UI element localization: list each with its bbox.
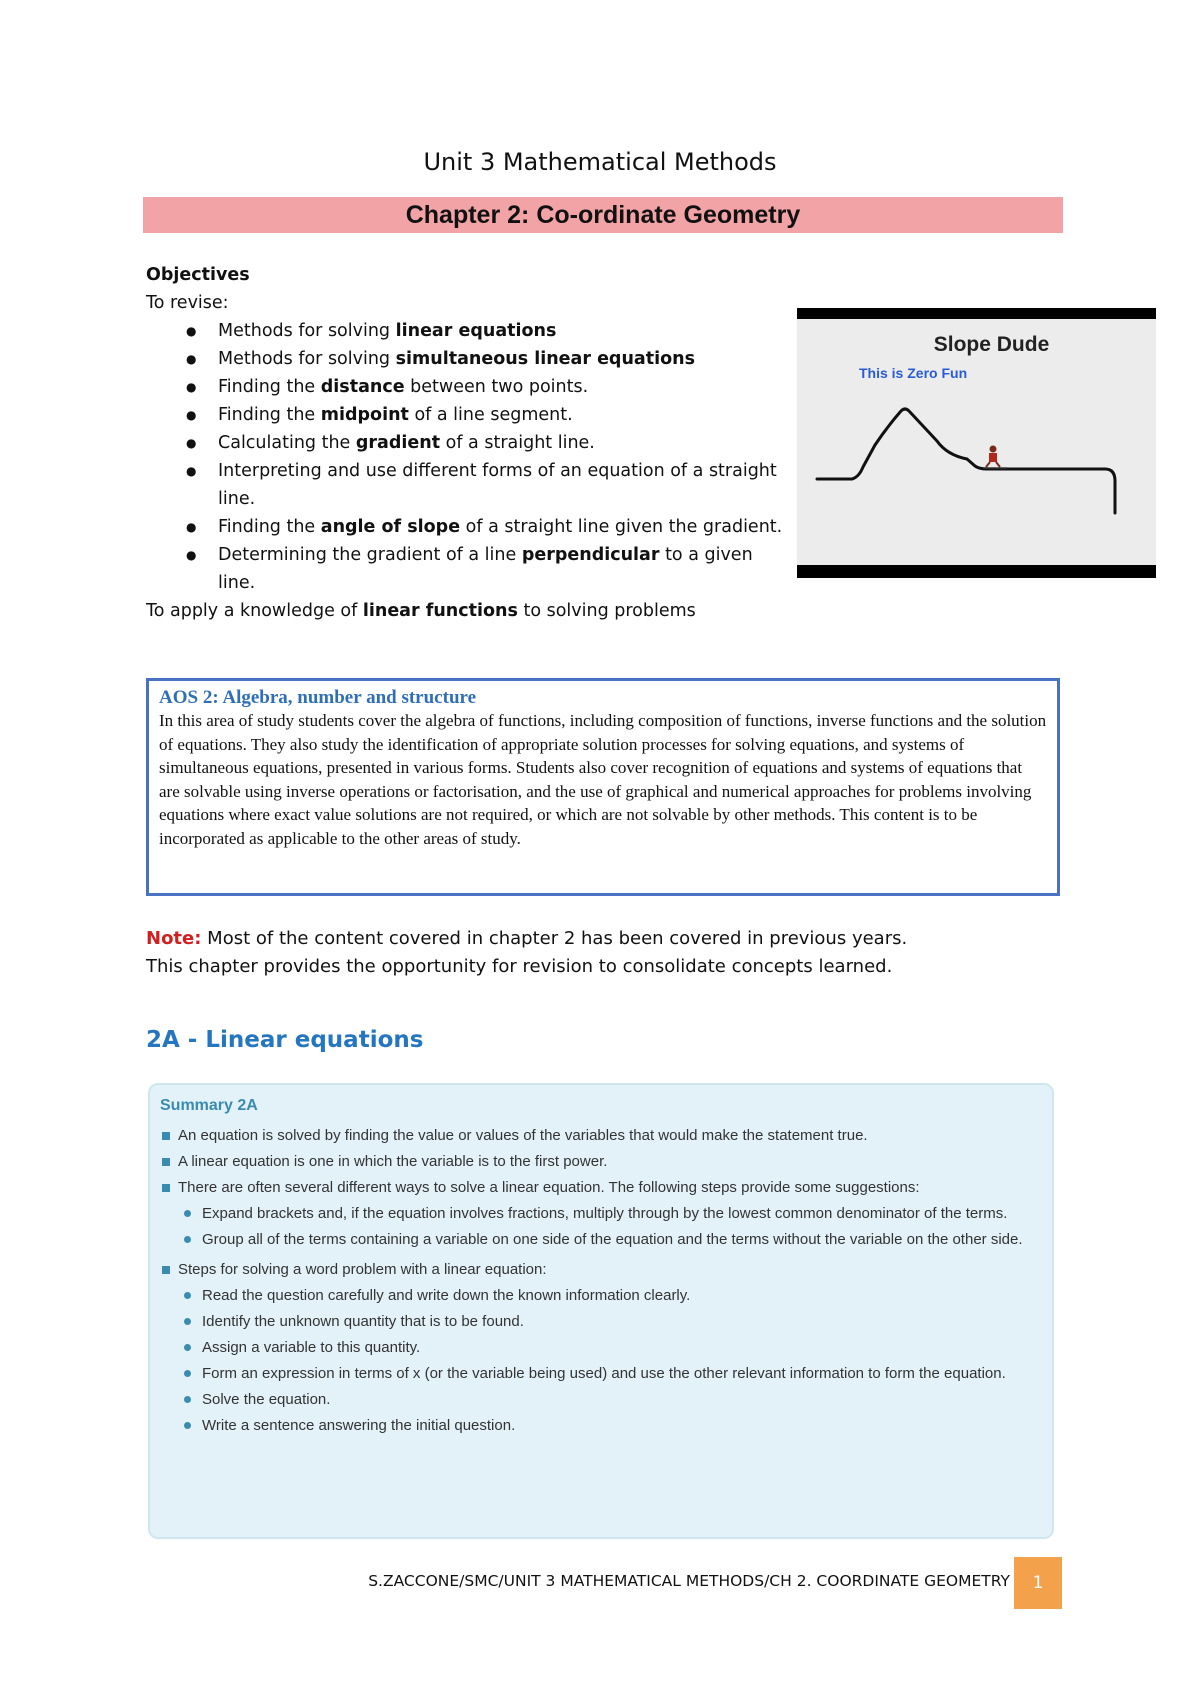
aos-title: AOS 2: Algebra, number and structure — [159, 687, 477, 708]
summary-item: Steps for solving a word problem with a linear equation: — [160, 1259, 1042, 1280]
chapter-title: Chapter 2: Co-ordinate Geometry — [405, 201, 801, 229]
chapter-title-band — [143, 197, 1063, 233]
objective-item: ● Calculating the gradient of a straight line. — [146, 429, 786, 457]
summary-subitem: Assign a variable to this quantity. — [160, 1337, 1042, 1358]
footer-path: S.ZACCONE/SMC/UNIT 3 MATHEMATICAL METHODS/CH 2. COORDINATE GEOMETRY — [368, 1572, 1010, 1590]
unit-title: Unit 3 Mathematical Methods — [423, 148, 777, 176]
aos-body: In this area of study students cover the algebra of functions, including composition of functions, inverse functions and the solution of equations. They also study the identification of appropriate solution processes for solving equations, and systems of simultaneous equations, presented in various forms. Students also cover recognition of equations and systems of equations that are solvable using inverse operations or factorisation, and the use of graphical and numerical approaches for problems involving equations where exact value solutions are not required, or which are not solvable by other methods. This content is to be incorporated as applicable to the other areas of study. — [159, 711, 1047, 848]
summary-subitem: Form an expression in terms of x (or the variable being used) and use the other relevant information to form the equation. — [160, 1363, 1042, 1384]
summary-subitem: Identify the unknown quantity that is to be found. — [160, 1311, 1042, 1332]
summary-item: A linear equation is one in which the variable is to the first power. — [160, 1151, 1042, 1172]
summary-subitem: Group all of the terms containing a variable on one side of the equation and the terms without the variable on the other side. — [160, 1229, 1042, 1250]
slope-dude-video-thumbnail[interactable] — [797, 308, 1156, 578]
note-line-1: Most of the content covered in chapter 2 has been covered in previous years. — [201, 928, 908, 949]
summary-title: Summary 2A — [160, 1097, 258, 1114]
summary-subitem: Solve the equation. — [160, 1389, 1042, 1410]
note-block — [146, 925, 1066, 981]
objective-item: ● Finding the angle of slope of a straight line given the gradient. — [146, 513, 786, 541]
page-number-badge: 1 — [1014, 1557, 1062, 1609]
summary-box — [148, 1083, 1054, 1539]
summary-subitem: Read the question carefully and write down the known information clearly. — [160, 1285, 1042, 1306]
video-subtitle: This is Zero Fun — [859, 365, 968, 381]
objectives-intro: To revise: — [146, 293, 229, 313]
note-label: Note: — [146, 928, 202, 949]
summary-subitem: Write a sentence answering the initial question. — [160, 1415, 1042, 1436]
skier-figure — [983, 446, 1007, 469]
objective-item: ● Determining the gradient of a line perpendicular to a given line. — [146, 541, 786, 597]
objectives-section — [146, 261, 786, 625]
summary-item: An equation is solved by finding the value or values of the variables that would make the statement true. — [160, 1125, 1042, 1146]
objective-item: ● Finding the midpoint of a line segment. — [146, 401, 786, 429]
video-title: Slope Dude — [933, 333, 1050, 356]
section-heading: 2A - Linear equations — [146, 1027, 424, 1053]
note-line-2: This chapter provides the opportunity for revision to consolidate concepts learned. — [146, 956, 893, 977]
objective-item: ● Interpreting and use different forms of an equation of a straight line. — [146, 457, 786, 513]
objective-item: ● Methods for solving simultaneous linear equations — [146, 345, 786, 373]
summary-item: There are often several different ways to solve a linear equation. The following steps provide some suggestions: — [160, 1177, 1042, 1198]
summary-subitem: Expand brackets and, if the equation involves fractions, multiply through by the lowest common denominator of the terms. — [160, 1203, 1042, 1224]
video-screen — [797, 319, 1156, 565]
objective-item: ● Methods for solving linear equations — [146, 317, 786, 345]
objective-item: ● Finding the distance between two points. — [146, 373, 786, 401]
aos-callout-box — [146, 678, 1060, 896]
objectives-footer: To apply a knowledge of linear functions to solving problems — [146, 601, 696, 621]
objectives-heading: Objectives — [146, 265, 250, 285]
objectives-list — [146, 317, 786, 597]
